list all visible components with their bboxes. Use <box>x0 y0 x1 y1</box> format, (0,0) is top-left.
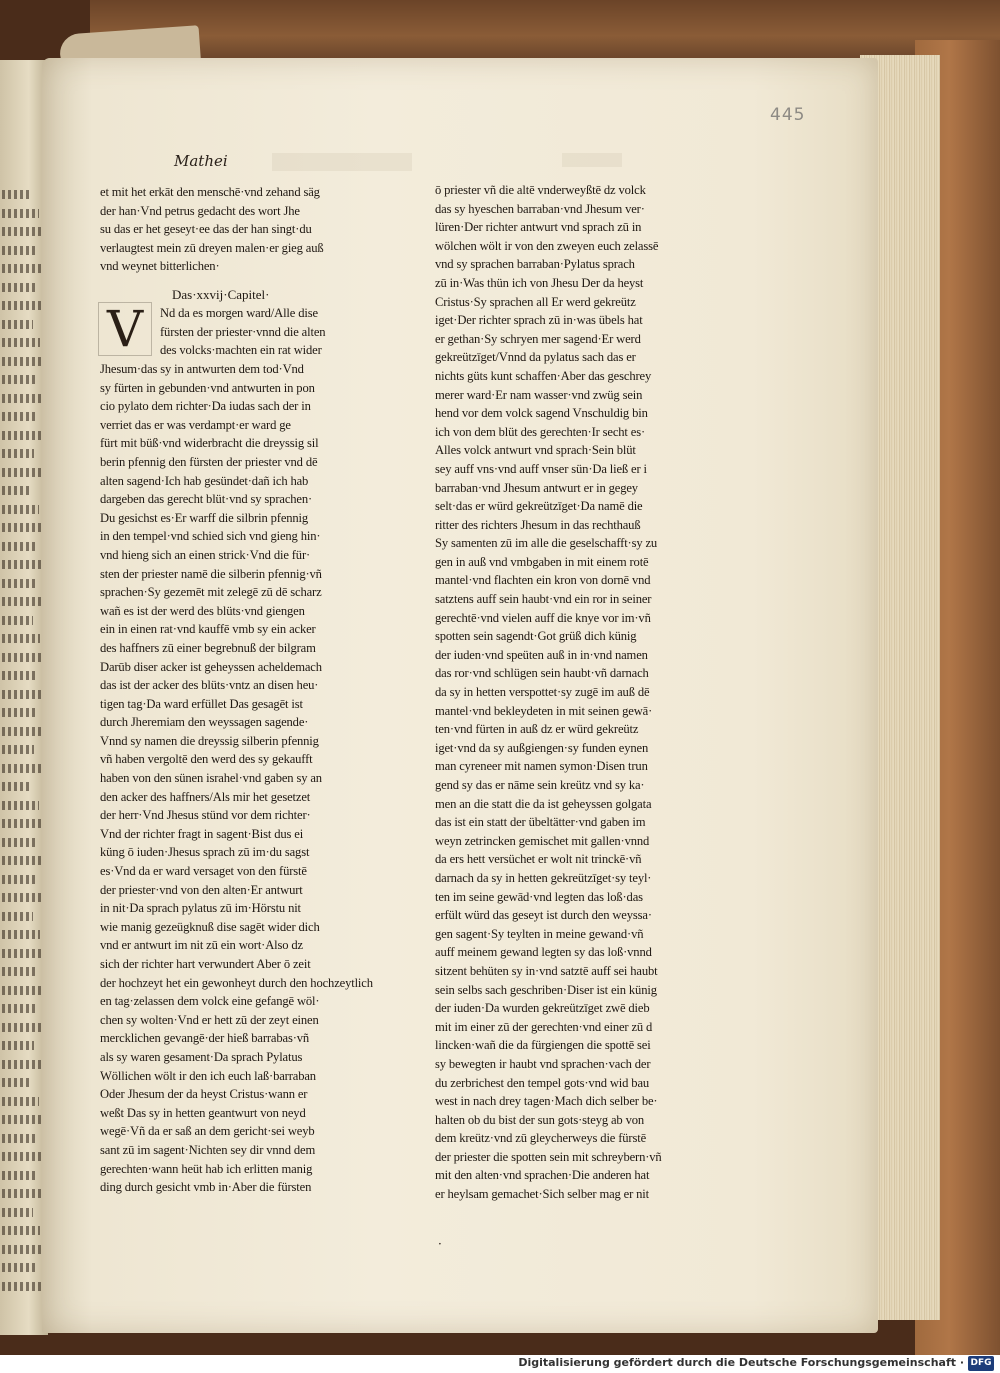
text-line: vñ haben vergoltē den werd des sy gekaufft <box>100 752 313 767</box>
text-line: er gethan·Sy schryen mer sagend·Er werd <box>435 331 641 346</box>
previous-page-text-fragment <box>2 949 47 958</box>
text-line: sant zū im sagent·Nichten sey dir vnnd dem <box>100 1142 316 1157</box>
drop-cap: V <box>98 302 152 356</box>
previous-page-text-fragment <box>2 246 37 255</box>
text-line: in nit·Da sprach pylatus zū im·Hörstu nit <box>100 901 301 916</box>
previous-page-text-fragment <box>2 1041 34 1050</box>
text-line: du zerbrichest den tempel gots·vnd wid bau <box>435 1075 650 1090</box>
previous-page-text-fragment <box>2 394 45 403</box>
text-line: ding durch gesicht vmb in·Aber die fürsten <box>100 1180 312 1195</box>
text-line: wölchen wölt ir von den zweyen euch zelassē <box>435 238 659 253</box>
previous-page-text-fragment <box>2 930 40 939</box>
text-line: vnd sy sprachen barraban·Pylatus sprach <box>435 257 635 272</box>
previous-page-text-fragment <box>2 505 39 514</box>
show-through <box>272 153 412 171</box>
funding-credit: Digitalisierung gefördert durch die Deutsche Forschungsgemeinschaft · <box>518 1356 964 1369</box>
text-line: sich der richter hart verwundert Aber ō zeit <box>100 957 311 971</box>
text-line: ich von dem blüt des gerechten·Ir secht es· <box>435 424 646 439</box>
previous-page-text-fragment <box>2 1134 37 1143</box>
text-line: der herr·Vnd Jhesus stünd vor dem richter· <box>100 808 311 823</box>
previous-page-text-fragment <box>2 856 44 865</box>
running-head: Mathei <box>174 152 228 170</box>
text-line: es·Vnd da er ward versaget von den fürstē <box>100 864 307 879</box>
text-line: weyn zetrincken gemischet mit gallen·vnnd <box>435 833 650 848</box>
previous-page-text-fragment <box>2 227 46 236</box>
previous-page-text-fragment <box>2 468 41 477</box>
previous-page-text-fragment <box>2 671 38 680</box>
text-line: Vnd der richter fragt in sagent·Bist dus ei <box>100 826 304 841</box>
text-line: gekreützīget/Vnnd da pylatus sach das er <box>435 350 636 365</box>
text-line: der iuden·Da wurden gekreützīget zwē dieb <box>435 1001 650 1016</box>
text-line: halten ob du bist der sun gots·steyg ab von <box>435 1112 645 1127</box>
text-line: sprachen·Sy gezemēt mit zelegē zū dē scharz <box>100 585 322 600</box>
previous-page-text-fragment <box>2 1263 38 1272</box>
text-line: dem kreütz·vnd zū gleycherweys die fürstē <box>435 1131 647 1146</box>
text-line: Sy samenten zū im alle die geselschafft·sy zu <box>435 536 658 551</box>
text-line: en tag·zelassen dem volck eine gefangē wöl· <box>100 994 320 1009</box>
text-line: Darūb diser acker ist geheyssen acheldemach <box>100 659 322 674</box>
text-line: wañ es ist der werd des blüts·vnd giengen <box>100 603 305 618</box>
text-line: gerechten·wann heüt hab ich erlitten manig <box>100 1161 313 1176</box>
show-through <box>562 153 622 167</box>
text-line: gerechtē·vnd vielen auff die knye vor im·vñ <box>435 610 651 625</box>
text-line: der hochzeyt het ein gewonheyt durch den hochzeytlich <box>100 975 373 990</box>
previous-page-text-fragment <box>2 283 35 292</box>
text-line: fürsten der priester·vnnd die alten <box>160 324 326 339</box>
text-line: fürt mit büß·vnd widerbracht die dreyssig sil <box>100 436 319 451</box>
previous-page-text-fragment <box>2 1226 40 1235</box>
text-line: sein selbs sach geschriben·Diser ist ein künig <box>435 982 657 997</box>
text-line: in den tempel·vnd schied sich vnd gieng hin· <box>100 529 321 544</box>
text-line: iget·vnd da sy außgiengen·sy funden eynen <box>435 740 649 755</box>
dfg-logo: DFG <box>968 1356 994 1371</box>
previous-page-text-fragment <box>2 579 35 588</box>
text-line: ten im seine gewād·vnd legten das loß·das <box>435 889 643 904</box>
previous-page-text-fragment <box>2 486 32 495</box>
text-line: den acker des haffners/Als mir het gesetzet <box>100 789 311 804</box>
text-line: berin pfennig den fürsten der priester vnd dē <box>100 454 318 469</box>
folio-number: 445 <box>770 105 806 125</box>
text-line: Alles volck antwurt vnd sprach·Sein blüt <box>435 443 636 458</box>
chapter-title: Das·xxvij·Capitel· <box>172 287 270 302</box>
previous-page-text-fragment <box>2 764 41 773</box>
text-line: das sy hyeschen barraban·vnd Jhesum ver· <box>435 201 645 216</box>
text-line: Wöllichen wölt ir den ich euch laß·barraban <box>100 1068 316 1083</box>
text-line: Vnnd sy namen die dreyssig silberin pfennig <box>100 733 319 748</box>
previous-page-text-fragment <box>2 838 37 847</box>
text-line: weßt Das sy in hetten geantwurt von neyd <box>100 1105 306 1120</box>
text-line: vnd hieng sich an einen strick·Vnd die für· <box>100 547 311 562</box>
previous-page-text-fragment <box>2 708 36 717</box>
previous-page-text-fragment <box>2 542 37 551</box>
previous-page-strip <box>0 60 48 1335</box>
previous-page-text-fragment <box>2 190 32 199</box>
text-line: gen sagent·Sy teylten in meine gewand·vñ <box>435 926 644 941</box>
margin-mark: · <box>438 1237 442 1251</box>
text-line: satztens auff sein haubt·vnd ein ror in seiner <box>435 592 652 607</box>
text-line: das ist der acker des blüts·vntz an disen heu· <box>100 678 319 693</box>
text-line: küng ō iuden·Jhesus sprach zū im·du sagst <box>100 845 310 860</box>
previous-page-text-fragment <box>2 1060 41 1069</box>
text-line: ō priester vñ die altē vnderweyßtē dz volck <box>435 183 646 197</box>
text-line: der priester die spotten sein mit schreybern·vñ <box>435 1149 662 1164</box>
footer-bar <box>0 1355 1000 1373</box>
previous-page-text-fragment <box>2 523 46 532</box>
previous-page-text-fragment <box>2 375 38 384</box>
previous-page-text-fragment <box>2 616 33 625</box>
text-line: et mit het erkāt den menschē·vnd zehand säg <box>100 185 320 199</box>
text-line: des haffners zū einer begrebnuß der bilgram <box>100 640 316 655</box>
previous-page-text-fragment <box>2 597 42 606</box>
left-column-body <box>100 360 378 1197</box>
previous-page-text-fragment <box>2 1171 35 1180</box>
previous-page-text-fragment <box>2 1115 46 1124</box>
previous-page-text-fragment <box>2 801 39 810</box>
left-column-top <box>100 183 378 276</box>
text-line: Du gesichst es·Er warff die silbrin pfennig <box>100 510 309 525</box>
text-line: ritter des richters Jhesum in das rechthauß <box>435 517 641 532</box>
text-line: iget·Der richter sprach zū in·was übels hat <box>435 313 643 328</box>
text-line: mit im einer zū der gerechten·vnd einer zū d <box>435 1019 653 1034</box>
text-line: zū in·Was thün ich von Jhesu Der da heyst <box>435 275 644 290</box>
previous-page-text-fragment <box>2 412 36 421</box>
text-line: ein in einen rat·vnd kauffē vmb sy ein acker <box>100 622 316 637</box>
text-line: durch Jheremiam den weyssagen sagende· <box>100 715 309 730</box>
text-line: mit den alten·vnd sprachen·Die anderen hat <box>435 1168 650 1183</box>
previous-page-text-fragment <box>2 264 44 273</box>
previous-page-text-fragment <box>2 1152 44 1161</box>
text-line: mantel·vnd flachten ein kron von dornē vnd <box>435 573 651 588</box>
text-line: barraban·vnd Jhesum antwurt er in gegey <box>435 480 638 495</box>
previous-page-text-fragment <box>2 1208 33 1217</box>
text-line: das ist ein statt der übeltätter·vnd gaben im <box>435 815 646 830</box>
previous-page-text-fragment <box>2 893 42 902</box>
text-line: vnd weynet bitterlichen· <box>100 259 220 274</box>
previous-page-text-fragment <box>2 782 32 791</box>
text-line: da sy in hetten verspottet·sy zugē im auß dē <box>435 685 650 700</box>
previous-page-text-fragment <box>2 449 34 458</box>
text-line: men an die statt die da ist geheyssen golgata <box>435 796 652 811</box>
previous-page-text-fragment <box>2 1023 43 1032</box>
text-line: nichts güts kunt schaffen·Aber das geschrey <box>435 368 652 383</box>
text-line: erfült würd das geseyt ist durch den weyssa· <box>435 908 652 923</box>
text-line: selt·das er würd gekreützīget·Da namē die <box>435 499 643 514</box>
text-line: der iuden·vnd speüten auß in in·vnd namen <box>435 647 648 662</box>
previous-page-text-fragment <box>2 1189 42 1198</box>
text-line: der han·Vnd petrus gedacht des wort Jhe <box>100 203 300 218</box>
text-line: verriet das er was verdampt·er ward ge <box>100 417 291 432</box>
text-line: gen in auß vnd vmbgaben in mit einem rotē <box>435 554 649 569</box>
previous-page-text-fragment <box>2 634 40 643</box>
left-column-beside-cap <box>160 304 380 360</box>
text-line: chen sy wolten·Vnd er hett zū der zeyt einen <box>100 1012 319 1027</box>
text-line: haben von den sünen israhel·vnd gaben sy an <box>100 771 322 786</box>
text-line: su das er het geseyt·ee das der han singt·du <box>100 222 312 237</box>
previous-page-text-fragment <box>2 1282 45 1291</box>
previous-page-text-fragment <box>2 357 47 366</box>
text-line: sey auff vns·vnd auff vnser sün·Da ließ er i <box>435 461 647 476</box>
text-line: lincken·wañ die da fürgiengen die spottē sei <box>435 1038 651 1053</box>
text-line: Nd da es morgen ward/Alle dise <box>160 306 318 320</box>
text-line: mercklichen gevangē·der hieß barrabas·vñ <box>100 1031 310 1046</box>
text-line: der priester·vnd von den alten·Er antwurt <box>100 882 303 897</box>
text-line: Cristus·Sy sprachen all Er werd gekreütz <box>435 294 636 309</box>
text-line: mantel·vnd bekleydeten in mit seinen gewā· <box>435 703 653 718</box>
previous-page-text-fragment <box>2 338 40 347</box>
right-column-body <box>435 181 719 1204</box>
text-line: sy fürten in gebunden·vnd antwurten in pon <box>100 380 315 395</box>
text-line: Oder Jhesum der da heyst Cristus·wann er <box>100 1087 308 1102</box>
text-line: da ers hett versüchet er wolt nit trinckē·vñ <box>435 852 642 867</box>
text-line: ten·vnd fürten in auß dz er würd gekreütz <box>435 722 639 737</box>
text-line: auff meinem gewand legten sy das loß·vnnd <box>435 945 652 960</box>
previous-page-text-fragment <box>2 209 39 218</box>
text-line: als sy waren gesament·Da sprach Pylatus <box>100 1049 303 1064</box>
text-line: spotten sein sagendt·Got grüß dich künig <box>435 629 637 644</box>
text-line: hend vor dem volck sagend Vnschuldig bin <box>435 406 648 421</box>
previous-page-text-fragment <box>2 1004 36 1013</box>
text-line: gend sy das er nāme sein kreütz vnd sy ka· <box>435 778 645 792</box>
previous-page-text-fragment <box>2 560 44 569</box>
text-line: vnd er antwurt im nit zū ein wort·Also dz <box>100 938 303 953</box>
text-line: dargeben das gerecht blüt·vnd sy sprachen· <box>100 492 313 507</box>
text-line: des volcks·machten ein rat wider <box>160 343 322 358</box>
text-line: darnach da sy in hetten gekreützīget·sy teyl· <box>435 870 652 885</box>
previous-page-text-fragment <box>2 727 43 736</box>
previous-page-text-fragment <box>2 301 42 310</box>
text-line: man cyreneer mit namen symon·Disen trun <box>435 759 648 774</box>
previous-page-text-fragment <box>2 875 35 884</box>
previous-page-text-fragment <box>2 1097 39 1106</box>
previous-page-text-fragment <box>2 819 46 828</box>
text-line: wie manig gezeügknuß dise sagēt wider dich <box>100 919 320 934</box>
text-line: merer ward·Er nam wasser·vnd zwüg sein <box>435 387 643 402</box>
text-line: lüren·Der richter antwurt vnd sprach zū in <box>435 220 642 235</box>
text-line: alten sagend·Ich hab gesündet·dañ ich hab <box>100 473 309 488</box>
leather-cover-top <box>90 0 1000 60</box>
previous-page-text-fragment <box>2 1078 32 1087</box>
text-line: das ror·vnd schlügen sein haubt·vñ darnach <box>435 666 649 681</box>
previous-page-text-fragment <box>2 967 38 976</box>
text-line: er heylsam gemachet·Sich selber mag er nit <box>435 1187 650 1202</box>
previous-page-text-fragment <box>2 690 45 699</box>
text-line: sitzent behüten sy in·vnd satztē auff sei haubt <box>435 963 658 978</box>
text-line: tigen tag·Da ward erfüllet Das gesagēt ist <box>100 696 303 711</box>
text-line: sy bewegten ir haubt vnd sprachen·vach der <box>435 1056 651 1071</box>
previous-page-text-fragment <box>2 1245 47 1254</box>
text-line: wegē·Vñ da er saß an dem gericht·sei weyb <box>100 1124 315 1139</box>
text-line: Jhesum·das sy in antwurten dem tod·Vnd <box>100 362 304 376</box>
text-line: west in nach drey tagen·Mach dich selber be· <box>435 1094 658 1109</box>
text-line: sten der priester namē die silberin pfennig·vñ <box>100 566 322 581</box>
previous-page-text-fragment <box>2 431 43 440</box>
previous-page-text-fragment <box>2 745 34 754</box>
previous-page-text-fragment <box>2 320 33 329</box>
text-line: verlaugtest mein zū dreyen malen·er gieg auß <box>100 240 324 255</box>
text-line: cio pylato dem richter·Da iudas sach der in <box>100 399 311 414</box>
previous-page-text-fragment <box>2 653 47 662</box>
previous-page-text-fragment <box>2 986 45 995</box>
previous-page-text-fragment <box>2 912 33 921</box>
